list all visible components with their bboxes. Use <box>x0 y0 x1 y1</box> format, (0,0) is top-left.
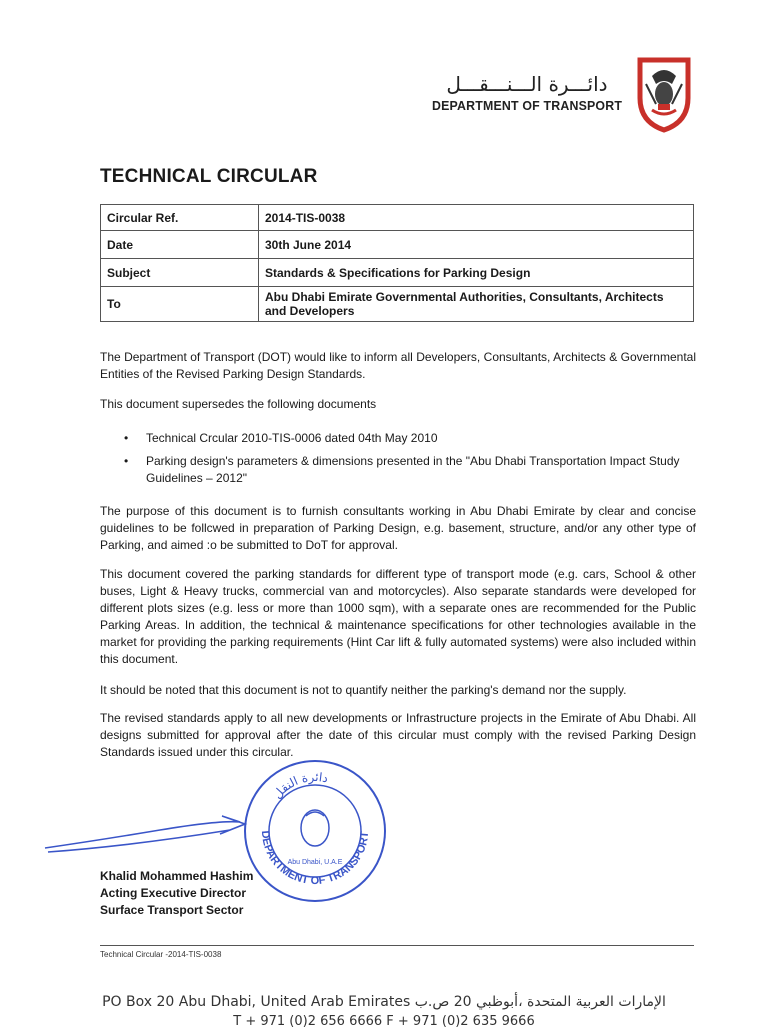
paragraph-application: The revised standards apply to all new developments or Infrastructure projects in the Emirate of Abu Dhabi. All designs submitted for approval after the date of this circular must comply with the revised Parking Design Standards issued under this circular. <box>100 711 696 759</box>
stamp-location-text: Abu Dhabi, U.A.E <box>287 859 343 866</box>
department-arabic-name: دائـــرة الـــنـــقـــل <box>446 72 608 96</box>
row-value: 2014-TIS-0038 <box>259 205 694 231</box>
row-label: To <box>101 287 259 322</box>
paragraph-supersedes: This document supersedes the following documents <box>100 397 377 411</box>
list-item <box>122 453 696 487</box>
row-label: Date <box>101 231 259 259</box>
list-item-text: Parking design's parameters & dimensions presented in the "Abu Dhabi Transportation Impact Study Guidelines – 2012" <box>146 454 680 485</box>
table-row <box>101 287 694 322</box>
official-stamp-icon <box>240 756 390 906</box>
paragraph-coverage: This document covered the parking standards for different type of transport mode (e.g. cars, School & other buses, Light & Heavy trucks, commercial van and motorcycles). Also separate standards were developed for different plots sizes (e.g. less or more than 1000 sqm), with a separate ones are recommended for the Public Parking Areas. In addition, the technical & maintenance specifications for other technologies available in the market for providing the parking requirements (Hint Car lift & fully automated systems) were also included within this document. <box>100 567 696 666</box>
signature-icon <box>40 800 270 860</box>
signer-position: Acting Executive Director <box>100 886 247 900</box>
footer-divider <box>100 945 694 946</box>
paragraph-note: It should be noted that this document is not to quantify neither the parking's demand nor the supply. <box>100 683 627 697</box>
row-value: Abu Dhabi Emirate Governmental Authorities, Consultants, Architects and Developers <box>259 287 694 322</box>
footer-reference: Technical Circular -2014-TIS-0038 <box>100 950 222 959</box>
superseded-documents-list <box>122 430 696 493</box>
bullet-icon: • <box>124 431 129 445</box>
signer-block <box>100 868 253 919</box>
row-label: Circular Ref. <box>101 205 259 231</box>
row-label: Subject <box>101 259 259 287</box>
table-row <box>101 231 694 259</box>
department-english-name: DEPARTMENT OF TRANSPORT <box>432 98 623 113</box>
paragraph-intro: The Department of Transport (DOT) would like to inform all Developers, Consultants, Architects & Governmental Entities of the Revised Parking Design Standards. <box>100 350 696 381</box>
footer-address: PO Box 20 Abu Dhabi, United Arab Emirates الإمارات العربية المتحدة ،أبوظبي 20 ص.ب <box>102 994 666 1010</box>
footer-phone: T + 971 (0)2 656 6666 F + 971 (0)2 635 9666 <box>233 1014 535 1029</box>
stamp-text: DEPARTMENT OF TRANSPORT <box>258 830 372 888</box>
paragraph-purpose: The purpose of this document is to furnish consultants working in Abu Dhabi Emirate by clear and concise guidelines to be follcwed in preparation of Parking Design, e.g. basement, structure, and/or any other type of Parking, and aimed :o be submitted to DoT for approval. <box>100 504 696 552</box>
row-value: Standards & Specifications for Parking Design <box>259 259 694 287</box>
list-item-text: Technical Crcular 2010-TIS-0006 dated 04th May 2010 <box>146 431 438 445</box>
table-row <box>101 259 694 287</box>
circular-info-table <box>100 204 694 322</box>
abu-dhabi-emblem-icon <box>632 54 696 134</box>
table-row <box>101 205 694 231</box>
bullet-icon: • <box>124 454 129 468</box>
signer-sector: Surface Transport Sector <box>100 903 244 917</box>
list-item <box>122 430 696 447</box>
signer-name: Khalid Mohammed Hashim <box>100 869 254 883</box>
stamp-arabic-text: دائرة النقل <box>270 769 330 802</box>
row-value: 30th June 2014 <box>259 231 694 259</box>
document-title: TECHNICAL CIRCULAR <box>100 166 318 187</box>
